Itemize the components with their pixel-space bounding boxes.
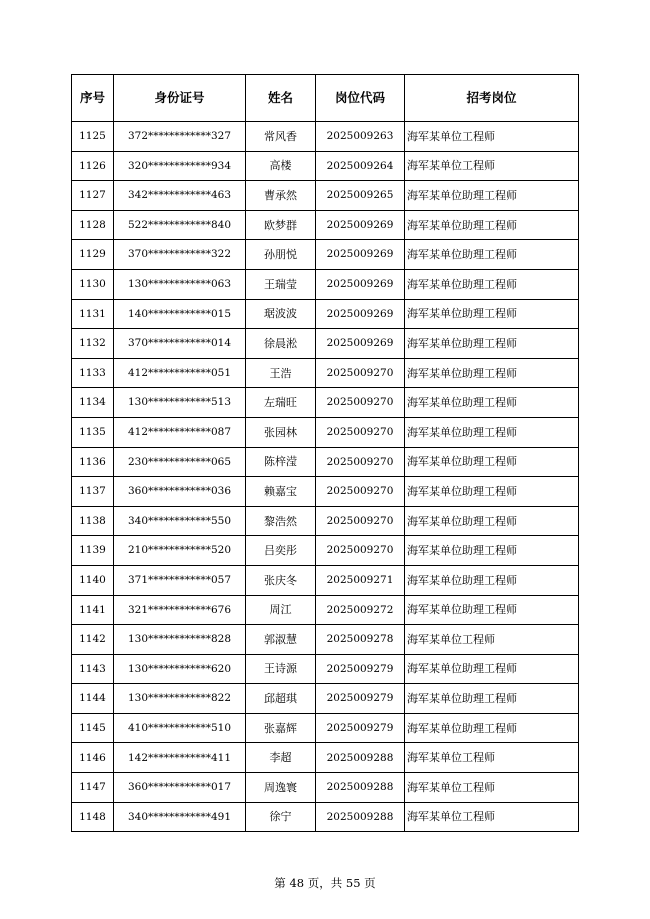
cell-post: 海军某单位工程师 <box>405 743 579 773</box>
cell-post-code: 2025009288 <box>316 802 405 832</box>
cell-id-number: 372************327 <box>114 122 246 152</box>
cell-post-code: 2025009288 <box>316 743 405 773</box>
cell-index: 1140 <box>72 565 114 595</box>
header-id-number: 身份证号 <box>114 75 246 122</box>
cell-post: 海军某单位工程师 <box>405 802 579 832</box>
cell-post-code: 2025009272 <box>316 595 405 625</box>
cell-index: 1129 <box>72 240 114 270</box>
table-header <box>72 75 579 122</box>
cell-post-code: 2025009264 <box>316 151 405 181</box>
table-row <box>72 506 579 536</box>
table-row <box>72 536 579 566</box>
table-row <box>72 654 579 684</box>
cell-id-number: 412************087 <box>114 417 246 447</box>
cell-post: 海军某单位助理工程师 <box>405 240 579 270</box>
cell-name: 曹承然 <box>246 181 316 211</box>
cell-post-code: 2025009263 <box>316 122 405 152</box>
cell-index: 1141 <box>72 595 114 625</box>
cell-id-number: 130************063 <box>114 269 246 299</box>
cell-name: 黎浩然 <box>246 506 316 536</box>
cell-post-code: 2025009279 <box>316 654 405 684</box>
cell-post-code: 2025009269 <box>316 210 405 240</box>
cell-post: 海军某单位助理工程师 <box>405 388 579 418</box>
table-body <box>72 122 579 832</box>
cell-name: 李超 <box>246 743 316 773</box>
cell-id-number: 342************463 <box>114 181 246 211</box>
cell-id-number: 371************057 <box>114 565 246 595</box>
cell-post: 海军某单位助理工程师 <box>405 684 579 714</box>
cell-index: 1138 <box>72 506 114 536</box>
cell-index: 1148 <box>72 802 114 832</box>
cell-post: 海军某单位助理工程师 <box>405 417 579 447</box>
cell-post-code: 2025009269 <box>316 240 405 270</box>
cell-index: 1130 <box>72 269 114 299</box>
cell-post: 海军某单位工程师 <box>405 625 579 655</box>
cell-name: 邱超琪 <box>246 684 316 714</box>
cell-index: 1133 <box>72 358 114 388</box>
cell-name: 赖嘉宝 <box>246 477 316 507</box>
table-row <box>72 269 579 299</box>
candidate-table <box>71 74 579 832</box>
cell-post: 海军某单位助理工程师 <box>405 477 579 507</box>
cell-name: 周逸寰 <box>246 773 316 803</box>
cell-id-number: 360************036 <box>114 477 246 507</box>
cell-post-code: 2025009270 <box>316 388 405 418</box>
cell-index: 1136 <box>72 447 114 477</box>
cell-post: 海军某单位助理工程师 <box>405 713 579 743</box>
cell-id-number: 320************934 <box>114 151 246 181</box>
header-post: 招考岗位 <box>405 75 579 122</box>
cell-index: 1147 <box>72 773 114 803</box>
cell-post: 海军某单位助理工程师 <box>405 269 579 299</box>
table-row <box>72 417 579 447</box>
cell-post: 海军某单位工程师 <box>405 122 579 152</box>
cell-id-number: 410************510 <box>114 713 246 743</box>
table-row <box>72 743 579 773</box>
cell-id-number: 522************840 <box>114 210 246 240</box>
cell-post: 海军某单位助理工程师 <box>405 536 579 566</box>
cell-post: 海军某单位助理工程师 <box>405 358 579 388</box>
cell-index: 1132 <box>72 329 114 359</box>
cell-name: 徐晨淞 <box>246 329 316 359</box>
cell-post: 海军某单位助理工程师 <box>405 181 579 211</box>
cell-post-code: 2025009270 <box>316 536 405 566</box>
cell-name: 陈梓滢 <box>246 447 316 477</box>
cell-id-number: 130************822 <box>114 684 246 714</box>
cell-post: 海军某单位助理工程师 <box>405 299 579 329</box>
table-row <box>72 122 579 152</box>
table-row <box>72 565 579 595</box>
cell-index: 1139 <box>72 536 114 566</box>
table-row <box>72 802 579 832</box>
cell-post: 海军某单位助理工程师 <box>405 506 579 536</box>
cell-post: 海军某单位助理工程师 <box>405 565 579 595</box>
cell-id-number: 340************491 <box>114 802 246 832</box>
table-row <box>72 773 579 803</box>
cell-id-number: 210************520 <box>114 536 246 566</box>
table-row <box>72 625 579 655</box>
cell-post: 海军某单位工程师 <box>405 151 579 181</box>
cell-index: 1142 <box>72 625 114 655</box>
cell-post-code: 2025009270 <box>316 447 405 477</box>
cell-post-code: 2025009270 <box>316 417 405 447</box>
cell-id-number: 340************550 <box>114 506 246 536</box>
cell-name: 王浩 <box>246 358 316 388</box>
header-index: 序号 <box>72 75 114 122</box>
cell-post: 海军某单位工程师 <box>405 773 579 803</box>
cell-name: 徐宁 <box>246 802 316 832</box>
cell-index: 1126 <box>72 151 114 181</box>
header-name: 姓名 <box>246 75 316 122</box>
cell-id-number: 321************676 <box>114 595 246 625</box>
cell-index: 1125 <box>72 122 114 152</box>
cell-index: 1135 <box>72 417 114 447</box>
header-row <box>72 75 579 122</box>
page-footer: 第 48 页，共 55 页 <box>274 876 376 890</box>
table-row <box>72 240 579 270</box>
cell-index: 1127 <box>72 181 114 211</box>
table-row <box>72 684 579 714</box>
cell-name: 王诗源 <box>246 654 316 684</box>
cell-id-number: 370************322 <box>114 240 246 270</box>
cell-name: 欧梦群 <box>246 210 316 240</box>
table-row <box>72 358 579 388</box>
cell-post-code: 2025009270 <box>316 477 405 507</box>
table-row <box>72 181 579 211</box>
cell-post-code: 2025009279 <box>316 713 405 743</box>
cell-post: 海军某单位助理工程师 <box>405 447 579 477</box>
cell-name: 孙朋悦 <box>246 240 316 270</box>
cell-id-number: 370************014 <box>114 329 246 359</box>
cell-post-code: 2025009265 <box>316 181 405 211</box>
cell-id-number: 412************051 <box>114 358 246 388</box>
cell-index: 1143 <box>72 654 114 684</box>
cell-index: 1137 <box>72 477 114 507</box>
cell-post-code: 2025009270 <box>316 506 405 536</box>
cell-post: 海军某单位助理工程师 <box>405 595 579 625</box>
cell-name: 张嘉辉 <box>246 713 316 743</box>
cell-post-code: 2025009269 <box>316 329 405 359</box>
cell-name: 张庆冬 <box>246 565 316 595</box>
cell-name: 左瑞旺 <box>246 388 316 418</box>
cell-index: 1131 <box>72 299 114 329</box>
table-row <box>72 210 579 240</box>
cell-id-number: 130************828 <box>114 625 246 655</box>
cell-post-code: 2025009269 <box>316 299 405 329</box>
cell-post: 海军某单位助理工程师 <box>405 329 579 359</box>
table-row <box>72 388 579 418</box>
cell-post-code: 2025009269 <box>316 269 405 299</box>
cell-post-code: 2025009279 <box>316 684 405 714</box>
table-row <box>72 299 579 329</box>
cell-post: 海军某单位助理工程师 <box>405 654 579 684</box>
cell-id-number: 142************411 <box>114 743 246 773</box>
cell-id-number: 130************620 <box>114 654 246 684</box>
cell-post-code: 2025009288 <box>316 773 405 803</box>
cell-post-code: 2025009270 <box>316 358 405 388</box>
cell-name: 吕奕彤 <box>246 536 316 566</box>
cell-id-number: 360************017 <box>114 773 246 803</box>
cell-index: 1146 <box>72 743 114 773</box>
table-row <box>72 329 579 359</box>
cell-name: 高楼 <box>246 151 316 181</box>
cell-post-code: 2025009271 <box>316 565 405 595</box>
cell-index: 1145 <box>72 713 114 743</box>
cell-id-number: 230************065 <box>114 447 246 477</box>
table-row <box>72 477 579 507</box>
cell-name: 张园林 <box>246 417 316 447</box>
table-row <box>72 447 579 477</box>
cell-id-number: 130************513 <box>114 388 246 418</box>
cell-name: 常风香 <box>246 122 316 152</box>
cell-index: 1128 <box>72 210 114 240</box>
cell-id-number: 140************015 <box>114 299 246 329</box>
header-post-code: 岗位代码 <box>316 75 405 122</box>
cell-index: 1134 <box>72 388 114 418</box>
cell-name: 琚波波 <box>246 299 316 329</box>
cell-name: 周江 <box>246 595 316 625</box>
cell-index: 1144 <box>72 684 114 714</box>
cell-post-code: 2025009278 <box>316 625 405 655</box>
table-row <box>72 151 579 181</box>
cell-name: 王瑞莹 <box>246 269 316 299</box>
cell-post: 海军某单位助理工程师 <box>405 210 579 240</box>
table-row <box>72 595 579 625</box>
table-row <box>72 713 579 743</box>
cell-name: 郭淑慧 <box>246 625 316 655</box>
